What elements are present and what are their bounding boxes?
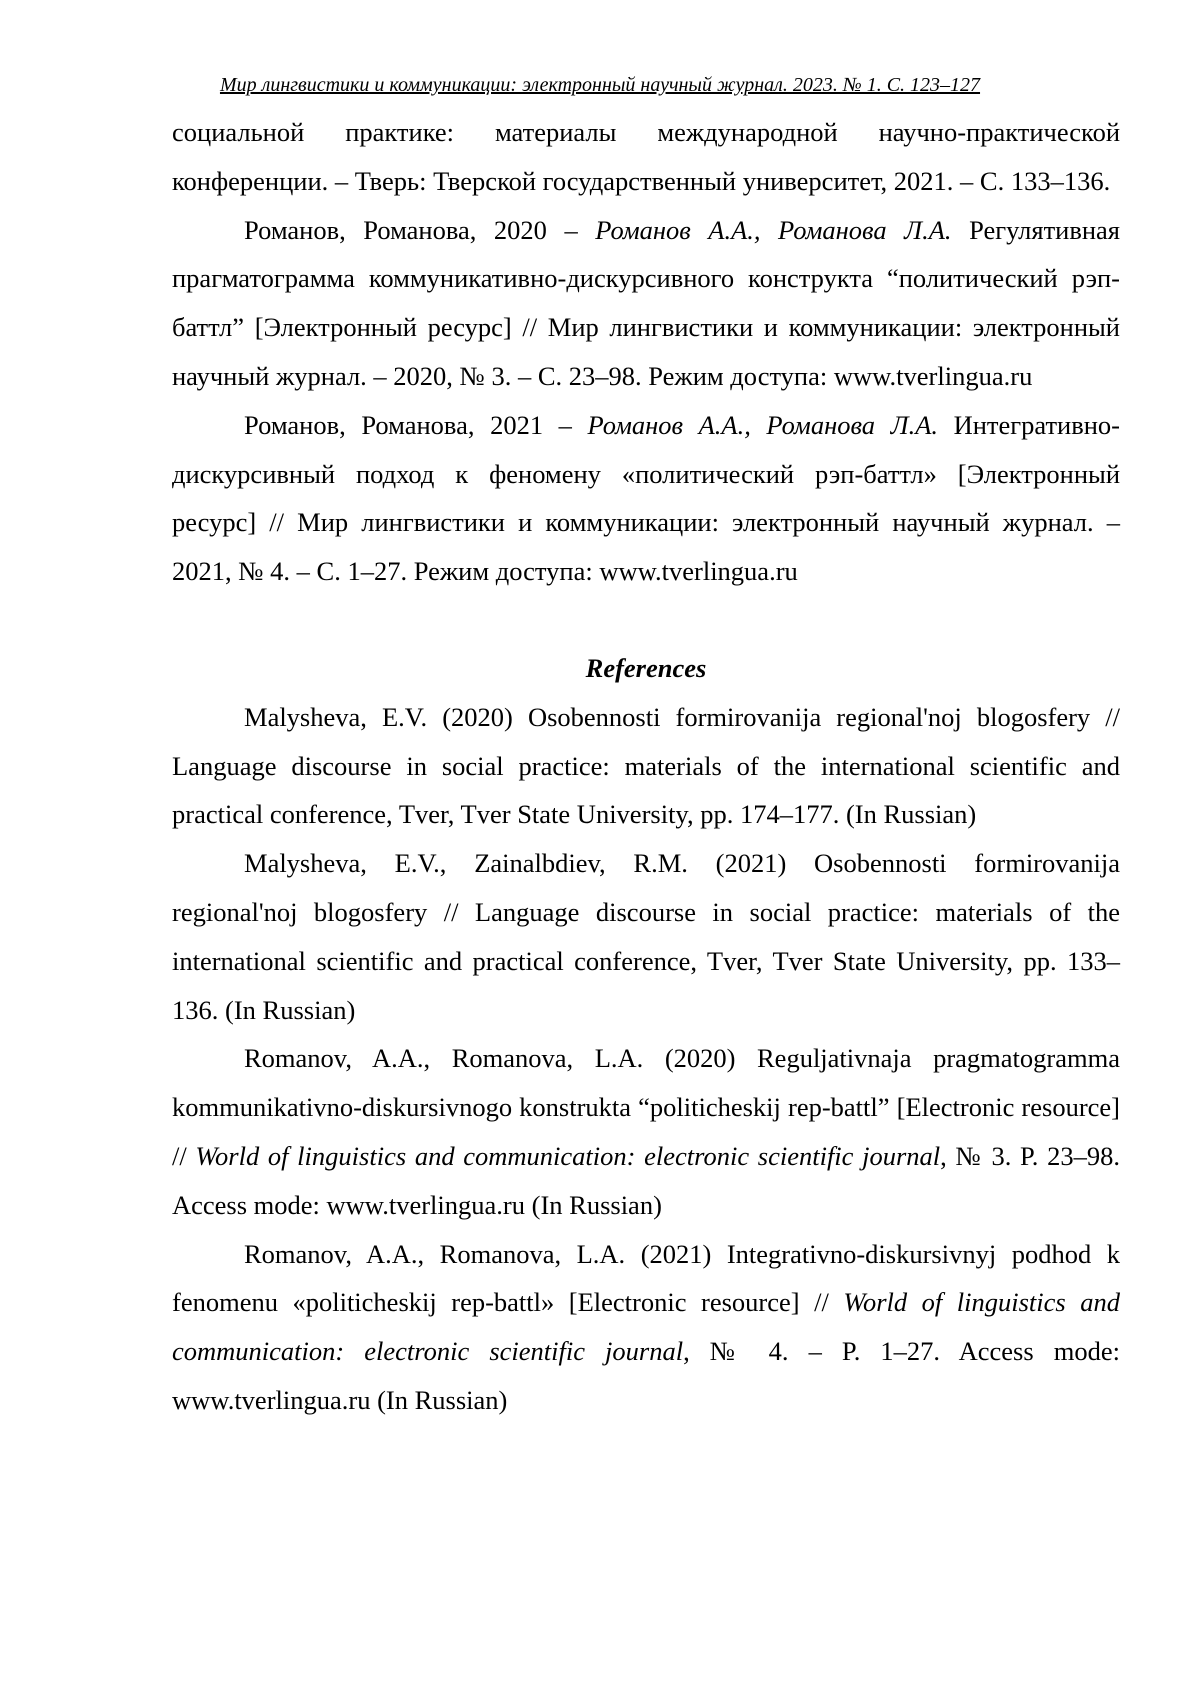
reference-entry-malysheva-2020: Malysheva, E.V. (2020) Osobennosti formirovanija regional'noj blogosfery // Language discourse in social practice: materials of the international scientific and practical conference, Tver, Tver State University, pp. 174–177. (In Russian) <box>172 701 1120 830</box>
journal-title: World of linguistics and communication: electronic scientific journal <box>172 1287 1120 1367</box>
authors: Романов А.А., Романова Л.А. <box>587 409 939 440</box>
reference-details: Интегративно-дискурсивный подход к феномену «политический рэп-баттл» [Электронный ресурс] // Мир лингвистики и коммуникации: электронный научный журнал. – 2021, № 4. – С. 1–27. Режим доступа: www.tverlingua.ru <box>172 409 1120 587</box>
ru-reference-romanov-2021 <box>172 401 1120 596</box>
reference-tail: , № 3. P. 23–98. Access mode: www.tverlingua.ru (In Russian) <box>172 1140 1120 1220</box>
reference-entry-romanov-2021 <box>172 1230 1120 1425</box>
reference-entry-romanov-2020 <box>172 1034 1120 1229</box>
page-body <box>172 108 1120 1425</box>
references-heading: References <box>585 652 707 683</box>
reference-lead: Romanov, A.A., Romanova, L.A. (2020) Reguljativnaja pragmatogramma kommunikativno-diskursivnogo konstrukta “politicheskij rep-battl” [Electronic resource] // <box>172 1043 1120 1171</box>
reference-entry-malysheva-2021: Malysheva, E.V., Zainalbdiev, R.M. (2021) Osobennosti formirovanija regional'noj blogosfery // Language discourse in social practice: materials of the international scientific and practical conference, Tver, Tver State University, pp. 133–136. (In Russian) <box>172 848 1120 1025</box>
citation-key: Романов, Романова, 2020 – <box>244 214 596 245</box>
reference-details: Регулятивная прагматограмма коммуникативно-дискурсивного конструкта “политический рэп-баттл” [Электронный ресурс] // Мир лингвистики и коммуникации: электронный научный журнал. – 2020, № 3. – С. 23–98. Режим доступа: www.tverlingua.ru <box>172 214 1120 391</box>
ru-reference-continuation: социальной практике: материалы международной научно-практической конференции. – Тверь: Тверской государственный университет, 2021. – С. 133–136. <box>172 117 1120 196</box>
journal-title: World of linguistics and communication: electronic scientific journal <box>195 1140 941 1171</box>
reference-tail: , № 4. – P. 1–27. Access mode: www.tverlingua.ru (In Russian) <box>172 1336 1120 1415</box>
ru-reference-romanov-2020 <box>172 206 1120 401</box>
citation-key: Романов, Романова, 2021 – <box>244 409 588 440</box>
reference-lead: Romanov, A.A., Romanova, L.A. (2021) Integrativno-diskursivnyj podhod k fenomenu «politicheskij rep-battl» [Electronic resource] // <box>172 1238 1120 1318</box>
section-spacer <box>172 596 1120 644</box>
running-header: Мир лингвистики и коммуникации: электронный научный журнал. 2023. № 1. С. 123–127 <box>219 74 981 96</box>
authors: Романов А.А., Романова Л.А. <box>595 214 952 245</box>
